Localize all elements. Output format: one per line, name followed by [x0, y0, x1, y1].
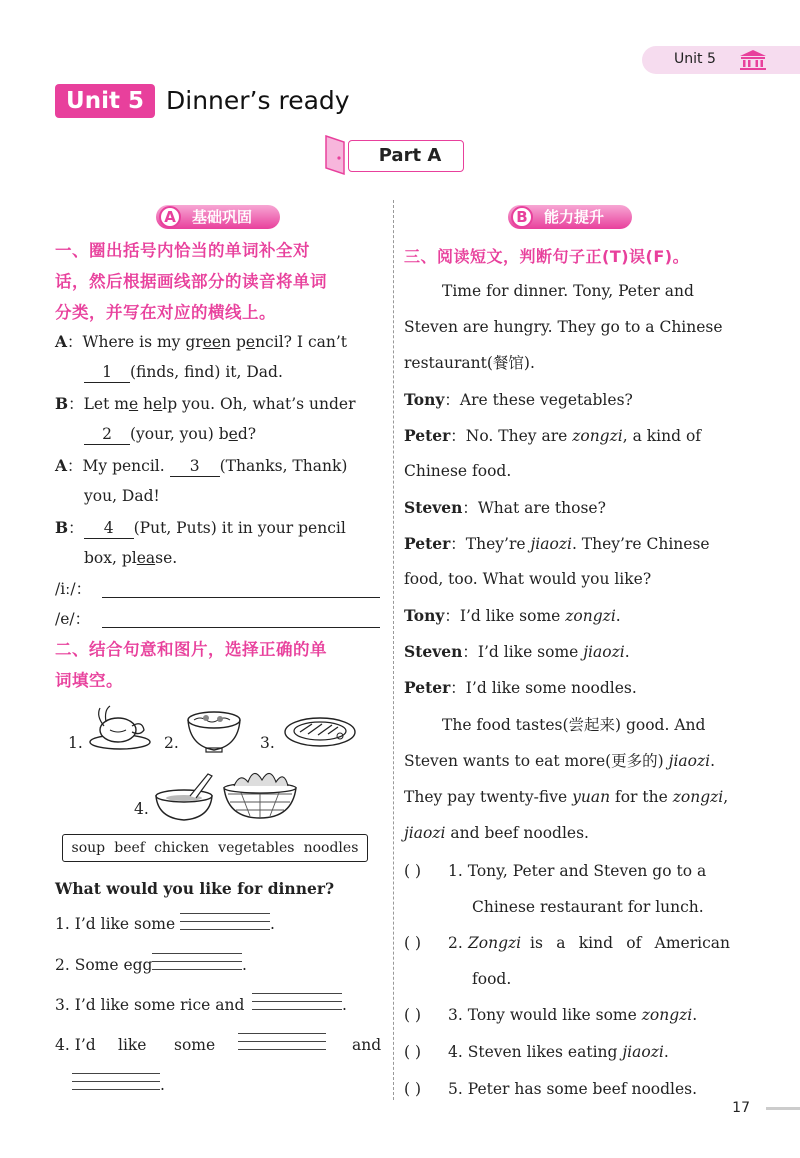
section-b-title: 能力提升: [544, 208, 605, 226]
q2-prompt: What would you like for dinner?: [55, 879, 335, 898]
passage-line-2: Steven are hungry. They go to a Chinese: [404, 318, 723, 336]
picture-number-4: 4.: [134, 800, 149, 818]
page-title: Dinner’s ready: [166, 86, 350, 115]
fill-sentence-2: 2. Some egg: [55, 956, 153, 974]
writing-line-4a[interactable]: [238, 1032, 326, 1048]
fill-sentence-4-d: and: [352, 1036, 382, 1054]
fill-sentence-1-end: .: [270, 915, 275, 933]
q2-heading-2: 词填空。: [55, 671, 123, 690]
building-icon: [738, 49, 768, 71]
q3-heading: 三、阅读短文，判断句子正(T)误(F)。: [404, 247, 690, 266]
passage-end-3: They pay twenty-five yuan for the zongzi,: [404, 788, 729, 806]
phonetic-e-answer-line[interactable]: [102, 627, 380, 628]
passage-end-2: Steven wants to eat more(更多的) jiaozi.: [404, 752, 716, 770]
section-b-tag: [508, 205, 632, 229]
picture-number-2: 2.: [164, 734, 179, 752]
blank-3[interactable]: 3: [170, 456, 220, 477]
word-option: noodles: [303, 840, 359, 856]
picture-number-3: 3.: [260, 734, 275, 752]
fill-sentence-3-end: .: [342, 996, 347, 1014]
q1-heading-2: 话，然后根据画线部分的读音将单词: [55, 272, 327, 291]
fill-sentence-2-end: .: [242, 956, 247, 974]
unit-header-tab: [642, 46, 800, 74]
phonetic-i-label: /iː/：: [55, 580, 92, 598]
fill-sentence-3: 3. I’d like some rice and: [55, 996, 245, 1014]
section-b-letter: B: [511, 206, 533, 228]
dialogue-line-b1: B：Let me help you. Oh, what’s under: [55, 394, 356, 413]
dialogue-line-b2: B： 4 (Put, Puts) it in your pencil: [55, 518, 346, 537]
tf-statement-2-cont: food.: [472, 970, 512, 988]
passage-end-1: The food tastes(尝起来) good. And: [442, 716, 706, 734]
page-number-rule: [766, 1107, 800, 1110]
fill-sentence-4-end: .: [160, 1076, 165, 1094]
phonetic-i-answer-line[interactable]: [102, 597, 380, 598]
dialogue-line-a2: A：My pencil. 3 (Thanks, Thank): [55, 456, 348, 475]
blank-2[interactable]: 2: [84, 424, 130, 445]
section-a-letter: A: [159, 206, 181, 228]
tf-statement-2-num: 2.: [448, 934, 463, 952]
page-number: 17: [732, 1100, 750, 1116]
unit-badge: Unit 5: [55, 84, 155, 118]
part-label: Part A: [348, 140, 464, 172]
column-divider: [393, 200, 394, 1100]
noodles-picture: [184, 708, 244, 754]
beef-picture: [282, 712, 358, 752]
dialogue-steven-2: Steven：I’d like some jiaozi.: [404, 642, 630, 661]
fill-sentence-1: 1. I’d like some: [55, 915, 176, 933]
phonetic-e-label: /e/：: [55, 610, 91, 628]
section-a-tag: [156, 205, 280, 229]
dialogue-tony-2: Tony：I’d like some zongzi.: [404, 606, 621, 625]
word-option: soup: [71, 840, 106, 856]
vegetables-picture: [220, 764, 300, 822]
section-a-title: 基础巩固: [192, 208, 253, 226]
dialogue-line-a1: A：Where is my green pencil? I can’t: [55, 332, 348, 351]
passage-line-1: Time for dinner. Tony, Peter and: [442, 282, 694, 300]
word-option: vegetables: [218, 840, 295, 856]
dialogue-tony-1: Tony：Are these vegetables?: [404, 390, 633, 409]
tf-statement-4: 4. Steven likes eating jiaozi.: [448, 1043, 669, 1061]
word-bank: [62, 834, 368, 862]
tf-answer-box-3[interactable]: ( ): [404, 1006, 422, 1024]
chicken-picture: [88, 696, 152, 754]
tf-statement-1-cont: Chinese restaurant for lunch.: [472, 898, 704, 916]
q1-heading-1: 一、圈出括号内恰当的单词补全对: [55, 241, 310, 260]
tf-answer-box-5[interactable]: ( ): [404, 1080, 422, 1098]
tf-statement-2-word: Zongzi: [468, 934, 522, 952]
writing-line-3[interactable]: [252, 992, 342, 1008]
dialogue-peter-2-cont: food, too. What would you like?: [404, 570, 652, 588]
dialogue-peter-2: Peter：They’re jiaozi. They’re Chinese: [404, 534, 710, 553]
dialogue-peter-1-cont: Chinese food.: [404, 462, 512, 480]
writing-line-2[interactable]: [152, 952, 242, 968]
fill-sentence-4-b: like: [118, 1036, 147, 1054]
fill-sentence-4-a: 4. I’d: [55, 1036, 96, 1054]
dialogue-steven-1: Steven：What are those?: [404, 498, 606, 517]
dialogue-line-b1-cont: 2 (your, you) bed?: [84, 419, 256, 450]
tf-answer-box-1[interactable]: ( ): [404, 862, 422, 880]
passage-end-4: jiaozi and beef noodles.: [404, 824, 589, 842]
dialogue-peter-1: Peter：No. They are zongzi, a kind of: [404, 426, 702, 445]
tf-answer-box-2[interactable]: ( ): [404, 934, 422, 952]
word-option: chicken: [154, 840, 210, 856]
blank-4[interactable]: 4: [84, 518, 134, 539]
passage-line-3: restaurant(餐馆).: [404, 354, 535, 372]
fill-sentence-4-c: some: [174, 1036, 216, 1054]
tf-statement-5: 5. Peter has some beef noodles.: [448, 1080, 698, 1098]
dialogue-peter-3: Peter：I’d like some noodles.: [404, 678, 637, 697]
blank-1[interactable]: 1: [84, 362, 130, 383]
unit-tab-label: Unit 5: [674, 51, 716, 67]
picture-number-1: 1.: [68, 734, 83, 752]
soup-picture: [152, 768, 216, 824]
word-option: beef: [114, 840, 145, 856]
door-icon: [322, 132, 348, 176]
tf-answer-box-4[interactable]: ( ): [404, 1043, 422, 1061]
dialogue-line-b2-cont: box, please.: [84, 549, 178, 567]
q1-heading-3: 分类，并写在对应的横线上。: [55, 303, 276, 322]
dialogue-line-a1-cont: 1 (finds, find) it, Dad.: [84, 357, 283, 388]
tf-statement-1: 1. Tony, Peter and Steven go to a: [448, 862, 707, 880]
q2-heading-1: 二、结合句意和图片，选择正确的单: [55, 640, 327, 659]
tf-statement-3: 3. Tony would like some zongzi.: [448, 1006, 698, 1024]
tf-statement-2: is a kind of American: [530, 934, 730, 952]
writing-line-4b[interactable]: [72, 1072, 160, 1088]
writing-line-1[interactable]: [180, 912, 270, 928]
dialogue-line-a2-cont: you, Dad!: [84, 487, 160, 505]
